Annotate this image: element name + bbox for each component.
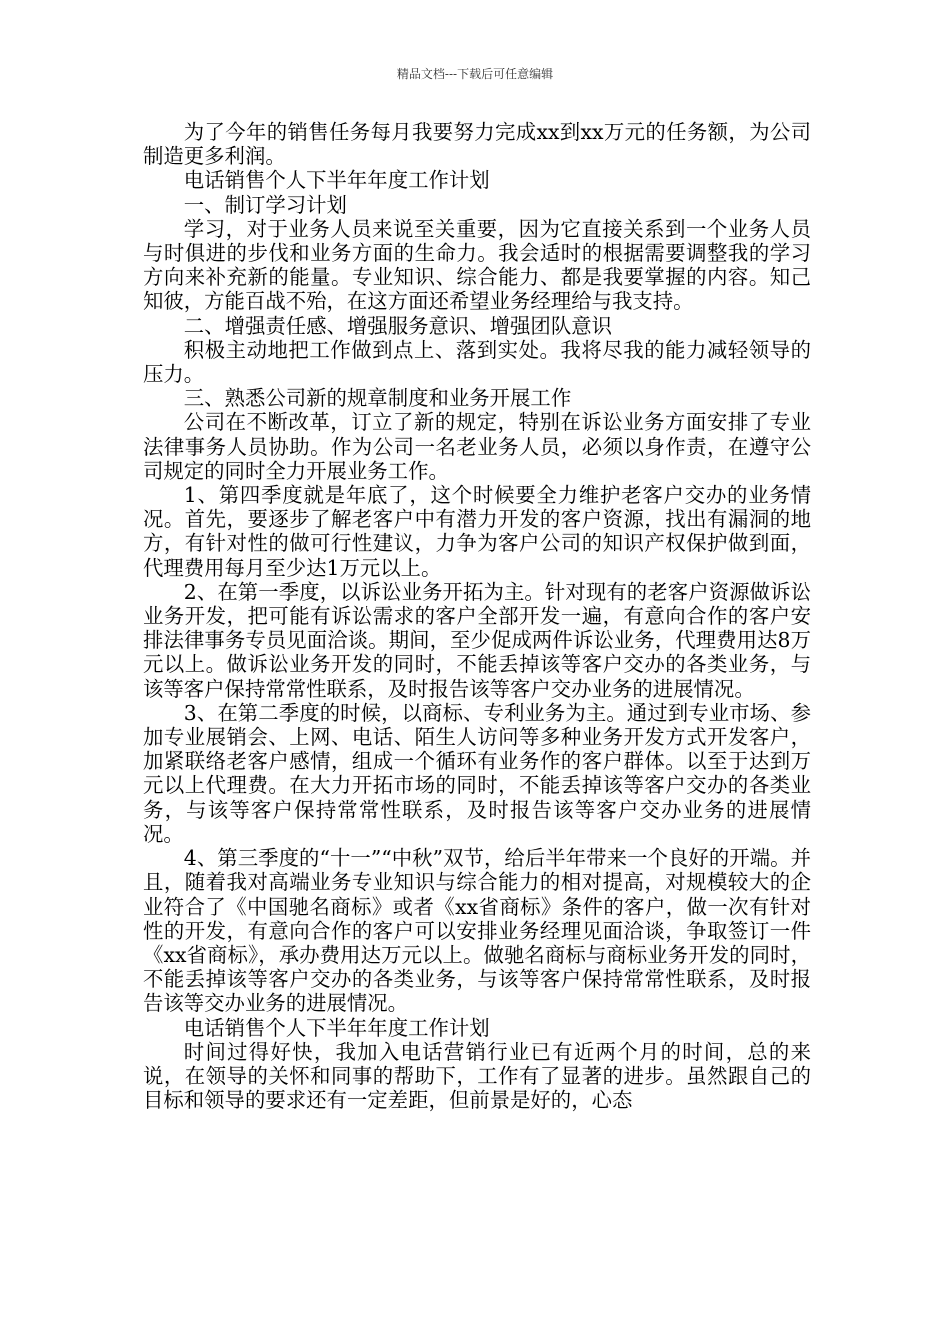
section-heading: 二、增强责任感、增强服务意识、增强团队意识 (183, 313, 612, 338)
paragraph: 公司在不断改革，订立了新的规定，特别在诉讼业务方面安排了专业法律事务人员协助。作为公司一名老业务人员，必须以身作责，在遵守公司规定的同时全力开展业务工作。 (143, 410, 811, 483)
paragraph: 为了今年的销售任务每月我要努力完成xx到xx万元的任务额，为公司制造更多利润。 (143, 120, 811, 169)
document-body (143, 120, 811, 1112)
paragraph: 时间过得好快，我加入电话营销行业已有近两个月的时间，总的来说，在领导的关怀和同事的帮助下，工作有了显著的进步。虽然跟自己的目标和领导的要求还有一定差距，但前景是好的，心态 (143, 1039, 811, 1113)
paragraph: 学习，对于业务人员来说至关重要，因为它直接关系到一个业务人员与时俱进的步伐和业务方面的生命力。我会适时的根据需要调整我的学习方向来补充新的能量。专业知识、综合能力、都是我要掌握的内容。知己知彼，方能百战不殆，在这方面还希望业务经理给与我支持。 (143, 216, 811, 314)
section-heading: 三、熟悉公司新的规章制度和业务开展工作 (183, 386, 572, 411)
paragraph: 4、第三季度的“十一”“中秋”双节，给后半年带来一个良好的开端。并且，随着我对高端业务专业知识与综合能力的相对提高，对规模较大的企业符合了《中国驰名商标》或者《xx省商标》条件的客户，做一次有针对性的开发，有意向合作的客户可以安排业务经理见面洽谈，争取签订一件《xx省商标》，承办费用达万元以上。做驰名商标与商标业务开发的同时，不能丢掉该等客户交办的各类业务，与该等客户保持常常性联系，及时报告该等交办业务的进展情况。 (143, 846, 811, 1016)
paragraph: 2、在第一季度，以诉讼业务开拓为主。针对现有的老客户资源做诉讼业务开发，把可能有诉讼需求的客户全部开发一遍，有意向合作的客户安排法律事务专员见面洽谈。期间，至少促成两件诉讼业务，代理费用达8万元以上。做诉讼业务开发的同时，不能丢掉该等客户交办的各类业务，与该等客户保持常常性联系，及时报告该等客户交办业务的进展情况。 (143, 579, 811, 701)
section-heading: 一、制订学习计划 (183, 192, 347, 217)
page-header: 精品文档---下载后可任意编辑 (396, 67, 554, 81)
paragraph: 1、第四季度就是年底了，这个时候要全力维护老客户交办的业务情况。首先，要逐步了解老客户中有潜力开发的客户资源，找出有漏洞的地方，有针对性的做可行性建议，力争为客户公司的知识产权保护做到面，代理费用每月至少达1万元以上。 (143, 483, 811, 580)
paragraph: 积极主动地把工作做到点上、落到实处。我将尽我的能力减轻领导的压力。 (143, 337, 811, 387)
section-title: 电话销售个人下半年年度工作计划 (183, 1015, 490, 1040)
paragraph: 3、在第二季度的时候，以商标、专利业务为主。通过到专业市场、参加专业展销会、上网、电话、陌生人访问等多种业务开发方式开发客户，加紧联络老客户感情，组成一个循环有业务作的客户群体。以至于达到万元以上代理费。在大力开拓市场的同时，不能丢掉该等客户交办的各类业务，与该等客户保持常常性联系，及时报告该等客户交办业务的进展情况。 (143, 700, 811, 846)
section-title: 电话销售个人下半年年度工作计划 (183, 168, 490, 193)
